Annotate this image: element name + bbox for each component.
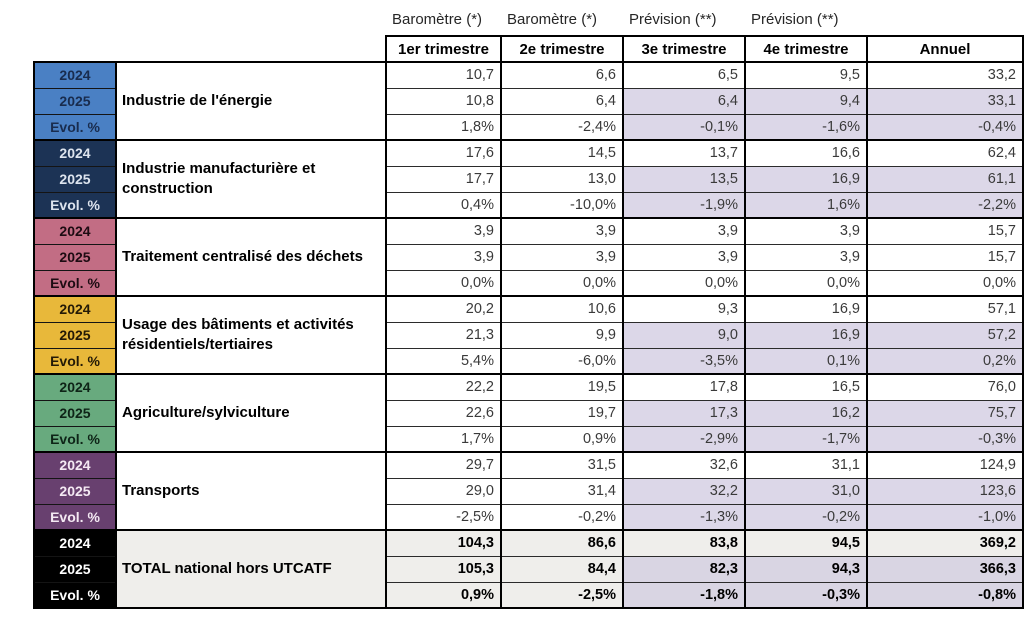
year-cell: Evol. %	[34, 114, 116, 140]
barometre-label-q2: Baromètre (*)	[507, 11, 598, 28]
value-cell: -0,4%	[867, 114, 1023, 140]
value-cell: 13,5	[623, 166, 745, 192]
value-cell: 17,6	[386, 140, 501, 166]
value-cell: 1,7%	[386, 426, 501, 452]
value-cell: 6,4	[623, 88, 745, 114]
column-header: 2e trimestre	[501, 36, 623, 62]
value-cell: 31,0	[745, 478, 867, 504]
year-cell: 2024	[34, 374, 116, 400]
prevision-label-q4: Prévision (**)	[751, 11, 839, 28]
column-header: Annuel	[867, 36, 1023, 62]
emissions-table	[33, 35, 1024, 609]
value-cell: -2,9%	[623, 426, 745, 452]
value-cell: 3,9	[501, 218, 623, 244]
sector-name-cell: Usage des bâtiments et activités résidentiels/tertiaires	[116, 296, 386, 374]
value-cell: 9,5	[745, 62, 867, 88]
year-cell: Evol. %	[34, 426, 116, 452]
value-cell: 9,3	[623, 296, 745, 322]
value-cell: -10,0%	[501, 192, 623, 218]
value-cell: 22,2	[386, 374, 501, 400]
value-cell: 62,4	[867, 140, 1023, 166]
year-cell: 2024	[34, 62, 116, 88]
value-cell: 17,3	[623, 400, 745, 426]
sector-name-cell: Industrie de l'énergie	[116, 62, 386, 140]
value-cell: 3,9	[386, 244, 501, 270]
value-cell: 0,0%	[386, 270, 501, 296]
column-header: 3e trimestre	[623, 36, 745, 62]
value-cell: 15,7	[867, 218, 1023, 244]
value-cell: 16,2	[745, 400, 867, 426]
year-cell: 2024	[34, 452, 116, 478]
value-cell: 6,4	[501, 88, 623, 114]
value-cell: 94,3	[745, 556, 867, 582]
value-cell: 6,5	[623, 62, 745, 88]
value-cell: 29,0	[386, 478, 501, 504]
sector-name-cell: Industrie manufacturière et construction	[116, 140, 386, 218]
value-cell: 32,2	[623, 478, 745, 504]
value-cell: 5,4%	[386, 348, 501, 374]
value-cell: -0,1%	[623, 114, 745, 140]
value-cell: 3,9	[623, 244, 745, 270]
value-cell: 57,2	[867, 322, 1023, 348]
value-cell: 1,6%	[745, 192, 867, 218]
value-cell: 19,5	[501, 374, 623, 400]
value-cell: 61,1	[867, 166, 1023, 192]
value-cell: 76,0	[867, 374, 1023, 400]
value-cell: 21,3	[386, 322, 501, 348]
year-cell: 2025	[34, 478, 116, 504]
value-cell: -2,2%	[867, 192, 1023, 218]
year-cell: Evol. %	[34, 192, 116, 218]
value-cell: 16,6	[745, 140, 867, 166]
value-cell: 366,3	[867, 556, 1023, 582]
value-cell: 0,9%	[501, 426, 623, 452]
prevision-label-q3: Prévision (**)	[629, 11, 717, 28]
column-header: 4e trimestre	[745, 36, 867, 62]
value-cell: 3,9	[501, 244, 623, 270]
sector-name-cell: Agriculture/sylviculture	[116, 374, 386, 452]
year-cell: 2025	[34, 400, 116, 426]
value-cell: 17,7	[386, 166, 501, 192]
value-cell: 33,2	[867, 62, 1023, 88]
year-cell: Evol. %	[34, 582, 116, 608]
value-cell: 0,0%	[745, 270, 867, 296]
value-cell: -2,5%	[386, 504, 501, 530]
year-cell: Evol. %	[34, 270, 116, 296]
year-cell: 2025	[34, 166, 116, 192]
year-cell: 2025	[34, 322, 116, 348]
value-cell: 3,9	[623, 218, 745, 244]
value-cell: 57,1	[867, 296, 1023, 322]
value-cell: 84,4	[501, 556, 623, 582]
value-cell: 3,9	[386, 218, 501, 244]
value-cell: -1,0%	[867, 504, 1023, 530]
value-cell: -1,3%	[623, 504, 745, 530]
sector-name-cell: Transports	[116, 452, 386, 530]
value-cell: 0,0%	[867, 270, 1023, 296]
value-cell: 3,9	[745, 218, 867, 244]
column-group-labels	[33, 11, 866, 28]
value-cell: 124,9	[867, 452, 1023, 478]
value-cell: 31,1	[745, 452, 867, 478]
value-cell: -1,6%	[745, 114, 867, 140]
value-cell: 0,0%	[623, 270, 745, 296]
value-cell: 75,7	[867, 400, 1023, 426]
value-cell: -0,3%	[867, 426, 1023, 452]
header-spacer	[34, 36, 386, 62]
value-cell: 82,3	[623, 556, 745, 582]
value-cell: -0,2%	[745, 504, 867, 530]
year-cell: 2024	[34, 296, 116, 322]
label-spacer	[33, 11, 385, 28]
value-cell: 20,2	[386, 296, 501, 322]
value-cell: -2,4%	[501, 114, 623, 140]
value-cell: 15,7	[867, 244, 1023, 270]
value-cell: -0,2%	[501, 504, 623, 530]
value-cell: 83,8	[623, 530, 745, 556]
value-cell: -1,7%	[745, 426, 867, 452]
value-cell: 9,4	[745, 88, 867, 114]
year-cell: 2024	[34, 530, 116, 556]
value-cell: 19,7	[501, 400, 623, 426]
value-cell: 94,5	[745, 530, 867, 556]
value-cell: 123,6	[867, 478, 1023, 504]
column-header: 1er trimestre	[386, 36, 501, 62]
value-cell: 31,5	[501, 452, 623, 478]
year-cell: 2024	[34, 140, 116, 166]
value-cell: 105,3	[386, 556, 501, 582]
value-cell: -3,5%	[623, 348, 745, 374]
value-cell: 10,6	[501, 296, 623, 322]
year-cell: 2025	[34, 244, 116, 270]
value-cell: 32,6	[623, 452, 745, 478]
value-cell: 29,7	[386, 452, 501, 478]
sector-name-cell: Traitement centralisé des déchets	[116, 218, 386, 296]
value-cell: 33,1	[867, 88, 1023, 114]
value-cell: 0,9%	[386, 582, 501, 608]
value-cell: 16,9	[745, 322, 867, 348]
value-cell: 16,9	[745, 166, 867, 192]
value-cell: 6,6	[501, 62, 623, 88]
value-cell: 10,8	[386, 88, 501, 114]
value-cell: -0,8%	[867, 582, 1023, 608]
value-cell: 31,4	[501, 478, 623, 504]
value-cell: -6,0%	[501, 348, 623, 374]
value-cell: 0,2%	[867, 348, 1023, 374]
value-cell: 22,6	[386, 400, 501, 426]
value-cell: 17,8	[623, 374, 745, 400]
value-cell: 3,9	[745, 244, 867, 270]
value-cell: 13,0	[501, 166, 623, 192]
year-cell: Evol. %	[34, 504, 116, 530]
value-cell: 14,5	[501, 140, 623, 166]
value-cell: 104,3	[386, 530, 501, 556]
year-cell: Evol. %	[34, 348, 116, 374]
value-cell: 0,1%	[745, 348, 867, 374]
value-cell: 16,9	[745, 296, 867, 322]
value-cell: -0,3%	[745, 582, 867, 608]
value-cell: -2,5%	[501, 582, 623, 608]
value-cell: 0,4%	[386, 192, 501, 218]
value-cell: 86,6	[501, 530, 623, 556]
value-cell: 13,7	[623, 140, 745, 166]
value-cell: -1,9%	[623, 192, 745, 218]
value-cell: 9,0	[623, 322, 745, 348]
value-cell: 10,7	[386, 62, 501, 88]
year-cell: 2025	[34, 88, 116, 114]
value-cell: 16,5	[745, 374, 867, 400]
value-cell: 369,2	[867, 530, 1023, 556]
value-cell: 0,0%	[501, 270, 623, 296]
value-cell: 1,8%	[386, 114, 501, 140]
year-cell: 2024	[34, 218, 116, 244]
value-cell: -1,8%	[623, 582, 745, 608]
barometre-label-q1: Baromètre (*)	[392, 11, 483, 28]
year-cell: 2025	[34, 556, 116, 582]
value-cell: 9,9	[501, 322, 623, 348]
sector-name-cell: TOTAL national hors UTCATF	[116, 530, 386, 608]
